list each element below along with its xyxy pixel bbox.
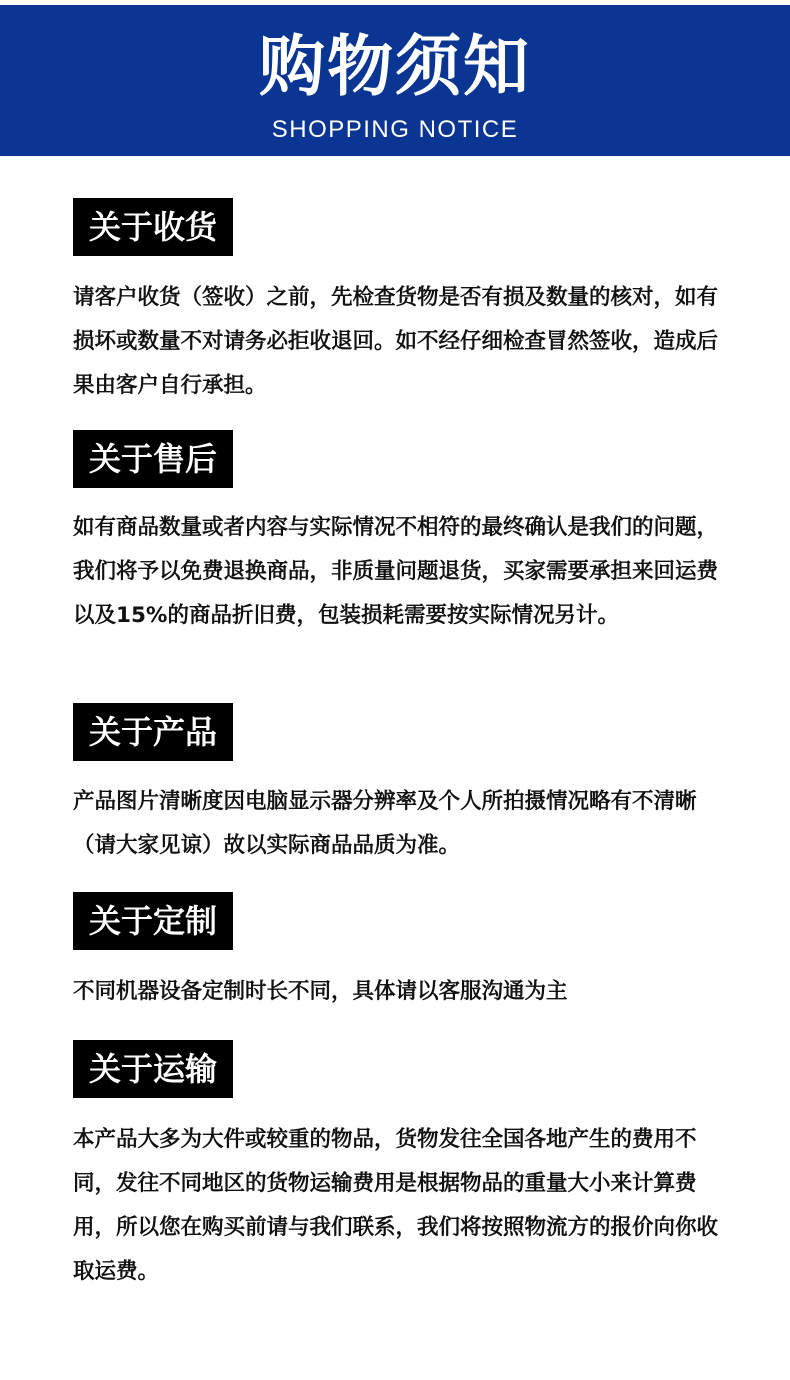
section-body-after-sales: 如有商品数量或者内容与实际情况不相符的最终确认是我们的问题，我们将予以免费退换商品，非质量问题退货，买家需要承担来回运费以及15%的商品折旧费，包装损耗需要按实际情况另计。	[73, 515, 719, 628]
page-title: 购物须知	[259, 28, 531, 105]
section-title-customization: 关于定制	[73, 892, 233, 950]
section-title-receiving: 关于收货	[73, 198, 233, 256]
section-body-customization: 不同机器设备定制时长不同，具体请以客服沟通为主	[73, 979, 568, 1004]
page-subtitle: SHOPPING NOTICE	[271, 116, 519, 143]
section-body-receiving: 请客户收货（签收）之前，先检查货物是否有损及数量的核对，如有损坏或数量不对请务必拒收退回。如不经仔细检查冒然签收，造成后果由客户自行承担。	[73, 285, 719, 398]
header-banner	[0, 5, 790, 156]
section-title-product: 关于产品	[73, 703, 233, 761]
section-body-shipping: 本产品大多为大件或较重的物品，货物发往全国各地产生的费用不同，发往不同地区的货物运输费用是根据物品的重量大小来计算费用，所以您在购买前请与我们联系，我们将按照物流方的报价向你收取运费。	[73, 1127, 719, 1284]
section-title-shipping: 关于运输	[73, 1040, 233, 1098]
section-body-product: 产品图片清晰度因电脑显示器分辨率及个人所拍摄情况略有不清晰 （请大家见谅）故以实际商品品质为准。	[73, 789, 697, 858]
section-title-after-sales: 关于售后	[73, 430, 233, 488]
